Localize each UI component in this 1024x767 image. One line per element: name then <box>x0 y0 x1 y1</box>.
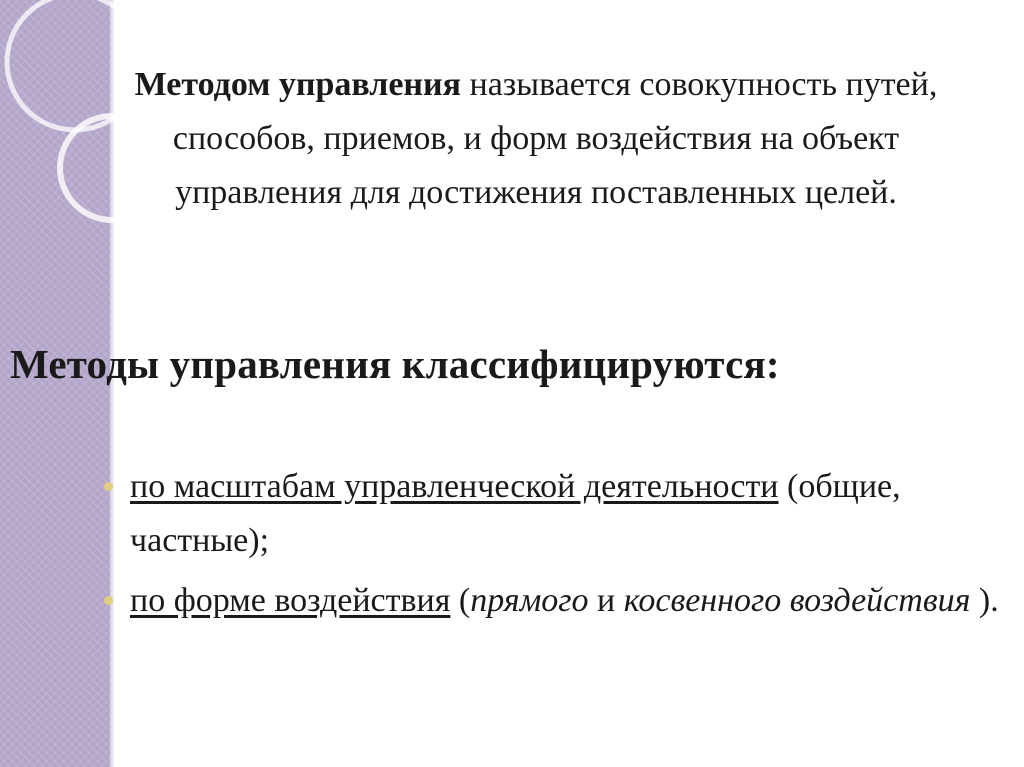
list-item <box>100 574 1010 628</box>
type-conjunction: и <box>588 582 624 619</box>
list-item <box>100 460 1010 568</box>
definition-term: Методом управления <box>134 66 462 103</box>
type-indirect: косвенного воздействия <box>623 582 971 619</box>
criterion-label: по форме воздействия <box>130 582 451 619</box>
classification-heading: Методы управления классифицируются: <box>10 341 780 387</box>
detail-close: ). <box>970 582 999 619</box>
bullet-dot-icon <box>104 482 113 491</box>
criterion-detail: (общие, частные); <box>130 468 901 559</box>
definition-paragraph <box>108 58 964 220</box>
criterion-label: по масштабам управленческой деятельности <box>130 468 779 505</box>
detail-open: ( <box>450 582 471 619</box>
classification-list <box>100 460 1010 634</box>
definition-text: называется совокупность путей, способов, приемов, и форм воздействия на объект управления для достижения поставленных целей. <box>172 66 938 211</box>
bullet-dot-icon <box>104 596 113 605</box>
type-direct: прямого <box>470 582 589 619</box>
